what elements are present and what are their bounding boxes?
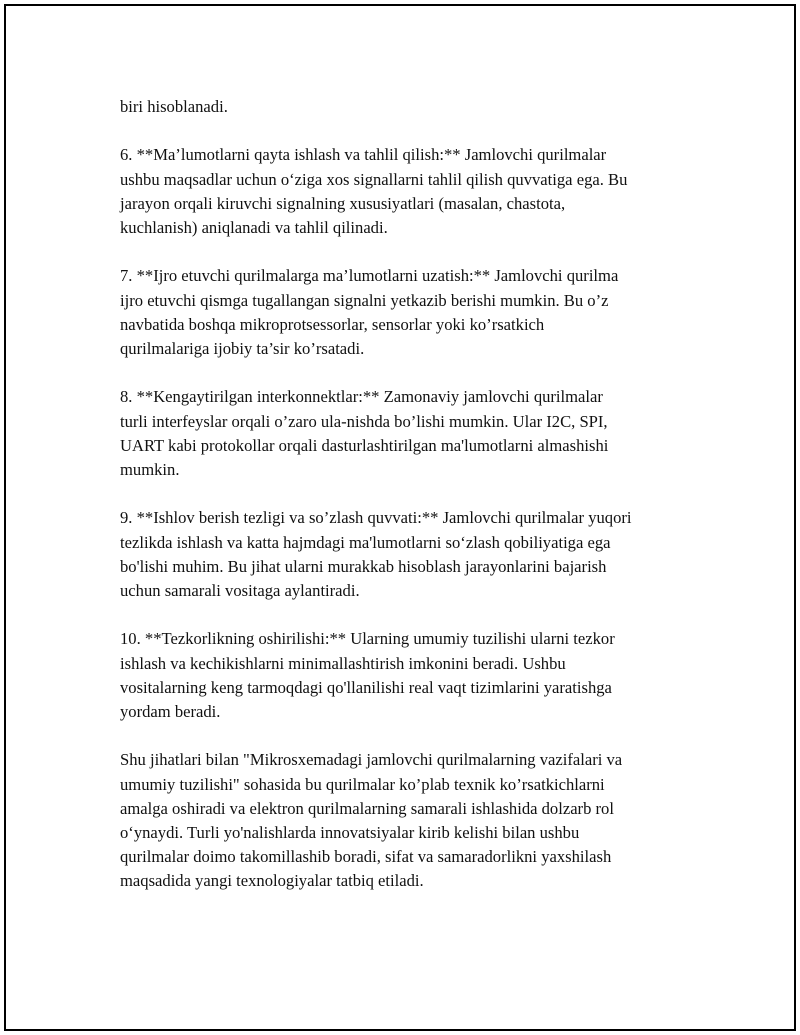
page-frame: [4, 4, 796, 1031]
text-line: mumkin.: [120, 460, 180, 479]
text-line: ushbu maqsadlar uchun o‘ziga xos signallarni tahlil qilish quvvatiga ega. Bu: [120, 169, 628, 189]
text-line: vositalarning keng tarmoqdagi qo'llanilishi real vaqt tizimlarini yaratishga: [120, 677, 612, 697]
paragraph-item-9: [120, 506, 710, 603]
text-line: 8. **Kengaytirilgan interkonnektlar:** Zamonaviy jamlovchi qurilmalar: [120, 387, 603, 407]
document-body: [120, 95, 710, 918]
paragraph-continuation: [120, 95, 710, 119]
paragraph-item-6: [120, 143, 710, 240]
paragraph-item-8: [120, 385, 710, 482]
text-line: ijro etuvchi qismga tugallangan signalni yetkazib berishi mumkin. Bu o’z: [120, 290, 609, 310]
text-line: uchun samarali vositaga aylantiradi.: [120, 581, 360, 600]
text-line: qurilmalariga ijobiy ta’sir ko’rsatadi.: [120, 339, 365, 358]
text-line: maqsadida yangi texnologiyalar tatbiq etiladi.: [120, 871, 424, 891]
text-line: 10. **Tezkorlikning oshirilishi:** Ularning umumiy tuzilishi ularni tezkor: [120, 629, 615, 649]
text-line: umumiy tuzilishi" sohasida bu qurilmalar ko’plab texnik ko’rsatkichlarni: [120, 774, 605, 794]
text-line: kuchlanish) aniqlanadi va tahlil qilinadi.: [120, 218, 388, 237]
text-line: ishlash va kechikishlarni minimallashtirish imkonini beradi. Ushbu: [120, 653, 566, 673]
text-line: 7. **Ijro etuvchi qurilmalarga ma’lumotlarni uzatish:** Jamlovchi qurilma: [120, 266, 619, 286]
paragraph-item-7: [120, 264, 710, 361]
text-line: 6. **Ma’lumotlarni qayta ishlash va tahlil qilish:** Jamlovchi qurilmalar: [120, 145, 607, 165]
text-line: navbatida boshqa mikroprotsessorlar, sensorlar yoki ko’rsatkich: [120, 314, 545, 334]
text-line: tezlikda ishlash va katta hajmdagi ma'lumotlarni so‘zlash qobiliyatiga ega: [120, 532, 611, 552]
text-line: bo'lishi muhim. Bu jihat ularni murakkab hisoblash jarayonlarini bajarish: [120, 556, 607, 576]
text-line: amalga oshiradi va elektron qurilmalarning samarali ishlashida dolzarb rol: [120, 798, 614, 818]
text-line: Shu jihatlari bilan "Mikrosxemadagi jamlovchi qurilmalarning vazifalari va: [120, 750, 623, 770]
text-line: UART kabi protokollar orqali dasturlashtirilgan ma'lumotlarni almashishi: [120, 435, 609, 455]
text-line: yordam beradi.: [120, 702, 221, 721]
text-line: 9. **Ishlov berish tezligi va so’zlash quvvati:** Jamlovchi qurilmalar yuqori: [120, 508, 632, 528]
text-line: qurilmalar doimo takomillashib boradi, sifat va samaradorlikni yaxshilash: [120, 847, 612, 867]
text-line: turli interfeyslar orqali o’zaro ula-nishda bo’lishi mumkin. Ular I2C, SPI,: [120, 411, 608, 431]
text-line: o‘ynaydi. Turli yo'nalishlarda innovatsiyalar kirib kelishi bilan ushbu: [120, 823, 580, 842]
paragraph-item-10: [120, 627, 710, 724]
text-line: jarayon orqali kiruvchi signalning xususiyatlari (masalan, chastota,: [120, 193, 566, 213]
paragraph-conclusion: [120, 748, 710, 893]
text-line: biri hisoblanadi.: [120, 97, 228, 116]
